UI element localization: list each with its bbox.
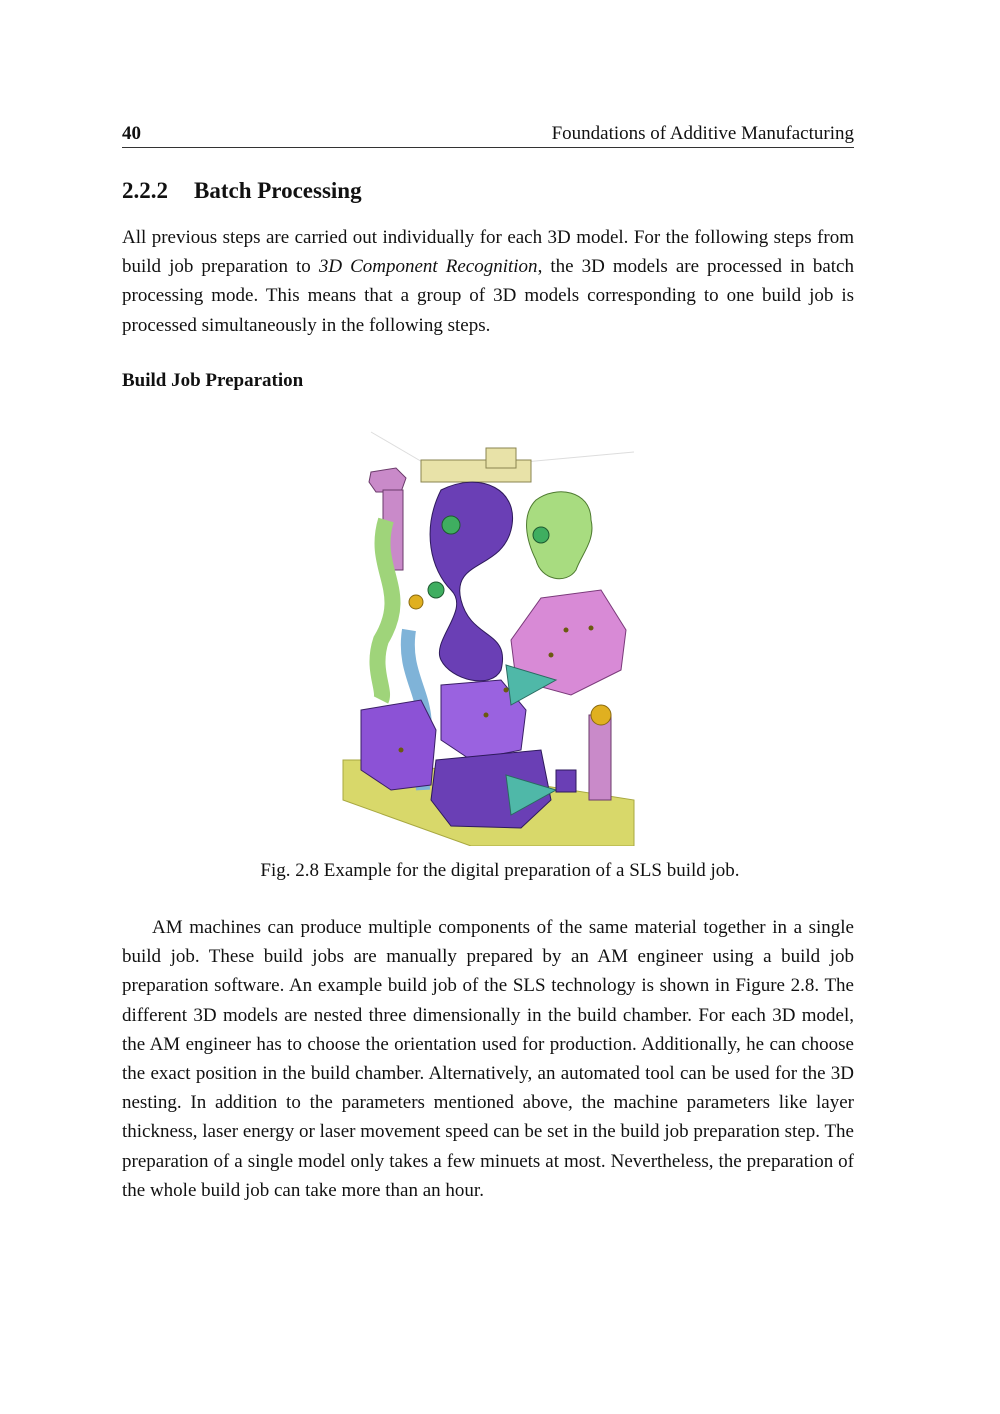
- subsection-heading: Build Job Preparation: [122, 370, 304, 391]
- support-point: [399, 748, 404, 753]
- section-number: 2.2.2: [122, 178, 168, 203]
- running-title: Foundations of Additive Manufacturing: [551, 122, 854, 144]
- model-purple-twist: [430, 482, 512, 681]
- model-bolt-head: [369, 468, 406, 492]
- intro-paragraph: [122, 223, 854, 340]
- model-green-tube: [377, 520, 392, 700]
- support-point: [564, 628, 569, 633]
- build-job-render: [341, 430, 636, 846]
- support-point: [504, 688, 509, 693]
- model-purple-block-left: [361, 700, 436, 790]
- model-right-bolt: [589, 715, 611, 800]
- support-point: [549, 653, 554, 658]
- body-paragraph: AM machines can produce multiple components of the same material together in a single build job. These build jobs are manually prepared by an AM engineer using a build job preparation software. An example build job of the SLS technology is shown in Figure 2.8. The different 3D models are nested three dimensionally in the build chamber. For each 3D model, the AM engineer has to choose the orientation used for production. Additionally, he can choose the exact position in the build chamber. Alternatively, an automated tool can be used for the 3D nesting. In addition to the parameters mentioned above, the machine parameters like layer thickness, laser energy or laser movement speed can be set in the build job preparation step. The preparation of a single model only takes a few minuets at most. Nevertheless, the preparation of the whole build job can take more than an hour.: [122, 917, 854, 1201]
- figure-caption: Fig. 2.8 Example for the digital preparation of a SLS build job.: [260, 860, 740, 881]
- model-small-cube: [556, 770, 576, 792]
- intro-text-end: , the 3D models are processed in batch processing mode. This means that a group of 3D models corresponding to one build job is processed simultaneously in the following steps.: [122, 256, 854, 336]
- support-point: [484, 713, 489, 718]
- support-point: [589, 626, 594, 631]
- model-green-gear: [442, 516, 460, 534]
- intro-italic-term: 3D Component Recognition: [318, 256, 538, 278]
- model-orange-gear: [591, 705, 611, 725]
- model-cream-block: [486, 448, 516, 468]
- model-green-gear: [428, 582, 444, 598]
- page-header: [122, 120, 854, 148]
- model-green-gear: [533, 527, 549, 543]
- figure-build-job: [341, 430, 636, 846]
- section-heading: [122, 178, 362, 204]
- model-orange-gear-small: [409, 595, 423, 609]
- page-number: 40: [122, 122, 141, 144]
- intro-text-start: All previous steps are carried out individually for each 3D model. For the following steps from build job preparation to: [122, 227, 854, 278]
- section-title: Batch Processing: [194, 178, 362, 203]
